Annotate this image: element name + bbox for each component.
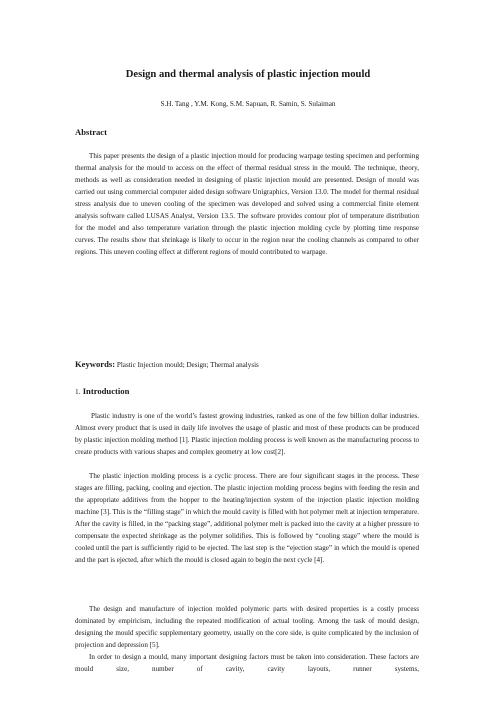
paper-title: Design and thermal analysis of plastic injection mould xyxy=(125,69,371,80)
intro-paragraph-3: The design and manufacture of injection molded polymeric parts with desired properties is a costly process dominated by empiricism, including the repeated modification of actual tooling. Among the task of mould design, designing the mould specific supplementary geometry, usually on the core side, is quite complicated by the inclusion of projection and depression [5]. xyxy=(75,605,419,650)
keywords-line xyxy=(75,359,259,369)
section-heading-introduction xyxy=(75,386,129,396)
abstract-heading: Abstract xyxy=(75,127,107,137)
author-list: S.H. Tang , Y.M. Kong, S.M. Sapuan, R. Samin, S. Sulaiman xyxy=(160,100,336,108)
keywords-label: Keywords: xyxy=(75,359,116,369)
intro-paragraph-1: Plastic industry is one of the world’s fastest growing industries, ranked as one of the few billion dollar industries. Almost every product that is used in daily life involves the usage of plastic and most of these products can be produced by plastic injection molding method [1]. Plastic injection molding process is well known as the manufacturing process to create products with various shapes and complex geometry at low cost[2]. xyxy=(75,412,419,457)
section-title: Introduction xyxy=(82,386,130,396)
abstract-text: This paper presents the design of a plastic injection mould for producing warpage testing specimen and performing thermal analysis for the mould to access on the effect of thermal residual stress in the mould. The technique, theory, methods as well as consideration needed in designing of plastic injection mould are presented. Design of mould was carried out using commercial computer aided design software Unigraphics, Version 13.0. The model for thermal residual stress analysis due to uneven cooling of the specimen was developed and solved using a commercial finite element analysis software called LUSAS Analyst, Version 13.5. The software provides contour plot of temperature distribution for the model and also temperature variation through the plastic injection molding cycle by plotting time response curves. The results show that shrinkage is likely to occur in the region near the cooling channels as compared to other regions. This uneven cooling effect at different regions of mould contributed to warpage. xyxy=(75,152,419,257)
section-number: 1. xyxy=(75,387,81,396)
intro-paragraph-2: The plastic injection molding process is a cyclic process. There are four significant stages in the process. These stages are filling, packing, cooling and ejection. The plastic injection molding process begins with feeding the resin and the appropriate additives from the hopper to the heating/injection system of the injection plastic injection molding machine [3]. This is the “filling stage” in which the mould cavity is filled with hot polymer melt at injection temperature. After the cavity is filled, in the “packing stage”, additional polymer melt is packed into the cavity at a higher pressure to compensate the expected shrinkage as the polymer solidifies. This is followed by “cooling stage” where the mould is cooled until the part is sufficiently rigid to be ejected. The last step is the “ejection stage” in which the mould is opened and the part is ejected, after which the mould is closed again to begin the next cycle [4]. xyxy=(75,472,419,565)
intro-paragraph-4: In order to design a mould, many important designing factors must be taken into consideration. These factors are mould size, number of cavity, cavity layouts, runner systems, xyxy=(75,653,419,674)
keywords-text: Plastic Injection mould; Design; Thermal analysis xyxy=(116,361,259,369)
